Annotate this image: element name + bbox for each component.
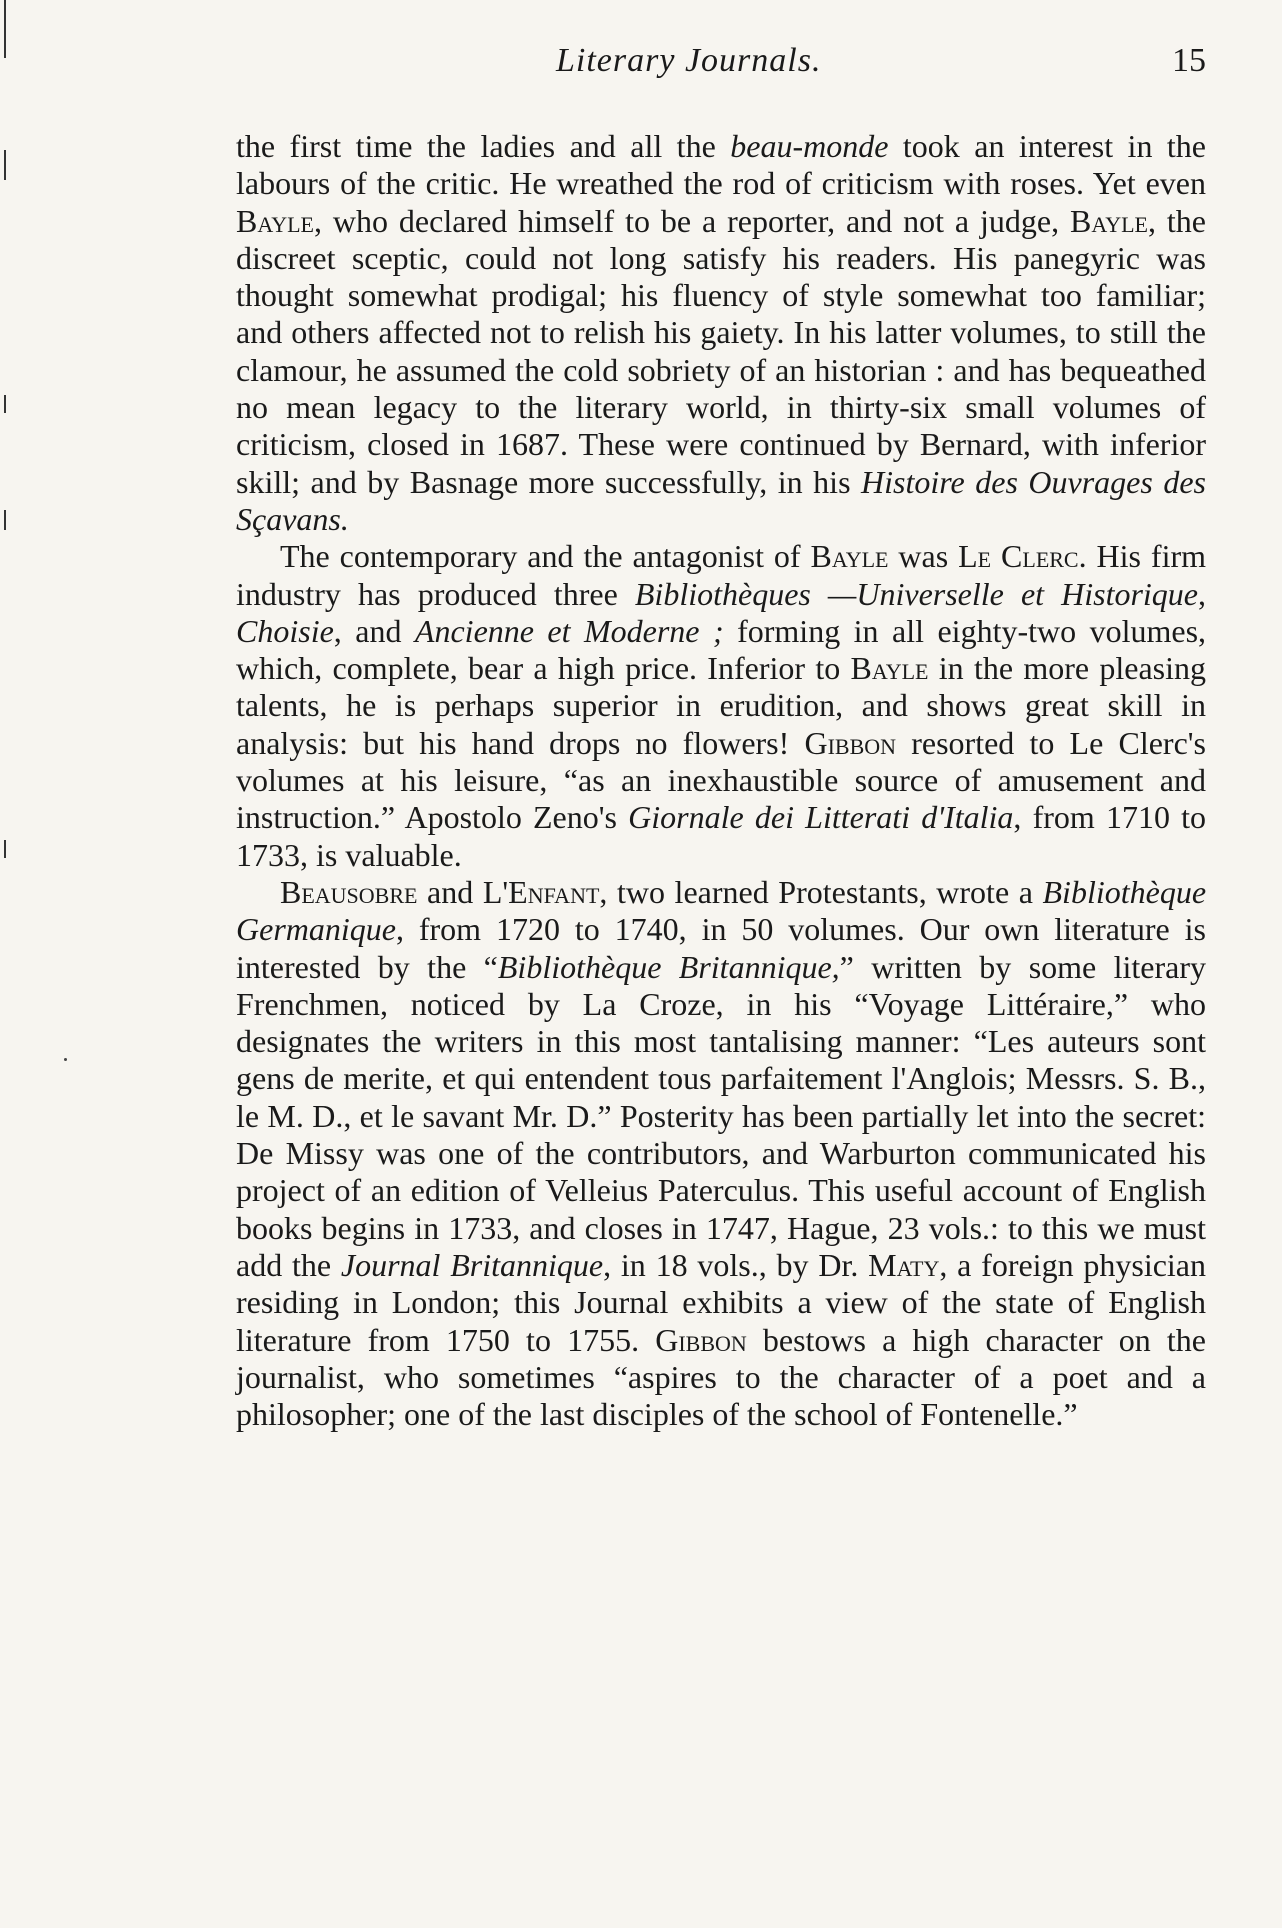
margin-mark [4, 840, 6, 858]
page-header [236, 42, 1206, 92]
page-number: 15 [1172, 42, 1206, 79]
scan-margin-marks [0, 0, 20, 1928]
paragraph-1: the first time the ladies and all the beau-monde took an interest in the labours of the critic. He wreathed the rod of criticism with roses. Yet even Bayle, who declared himself to be a reporter, and not a judge, Bayle, the discreet sceptic, could not long satisfy his readers. His panegyric was thought somewhat prodigal; his fluency of style somewhat too familiar; and others affected not to relish his gaiety. In his latter volumes, to still the clamour, he assumed the cold sobriety of an historian : and has bequeathed no mean legacy to the literary world, in thirty-six small volumes of criticism, closed in 1687. These were continued by Bernard, with inferior skill; and by Basnage more successfully, in his Histoire des Ouvrages des Sçavans. [236, 128, 1207, 537]
paragraph-3: Beausobre and L'Enfant, two learned Protestants, wrote a Bibliothèque Germanique, from 1720 to 1740, in 50 volumes. Our own literature is interested by the “Bibliothèque Britannique,” written by some literary Frenchmen, noticed by La Croze, in his “Voyage Littéraire,” who designates the writers in this most tantalising manner: “Les auteurs sont gens de merite, et qui entendent tous parfaitement l'Anglois; Messrs. S. B., le M. D., et le savant Mr. D.” Posterity has been partially let into the secret: De Missy was one of the contributors, and Warburton communicated his project of an edition of Velleius Paterculus. This useful account of English books begins in 1733, and closes in 1747, Hague, 23 vols.: to this we must add the Journal Britannique, in 18 vols., by Dr. Maty, a foreign physician residing in London; this Journal exhibits a view of the state of English literature from 1750 to 1755. Gibbon bestows a high character on the journalist, who sometimes “aspires to the character of a poet and a philosopher; one of the last disciples of the school of Fontenelle.” [236, 873, 1207, 1433]
margin-mark [4, 150, 6, 180]
running-title: Literary Journals. [556, 42, 822, 79]
margin-mark [4, 395, 6, 413]
margin-mark [4, 0, 6, 58]
body-text [236, 128, 1206, 1433]
margin-dot [64, 1058, 67, 1061]
margin-mark [4, 510, 6, 530]
paragraph-2: The contemporary and the antagonist of Bayle was Le Clerc. His firm industry has produced three Bibliothèques —Universelle et Historique, Choisie, and Ancienne et Moderne ; forming in all eighty-two volumes, which, complete, bear a high price. Inferior to Bayle in the more pleasing talents, he is perhaps superior in erudition, and shows great skill in analysis: but his hand drops no flowers! Gibbon resorted to Le Clerc's volumes at his leisure, “as an inexhaustible source of amusement and instruction.” Apostolo Zeno's Giornale dei Litterati d'Italia, from 1710 to 1733, is valuable. [236, 538, 1207, 873]
